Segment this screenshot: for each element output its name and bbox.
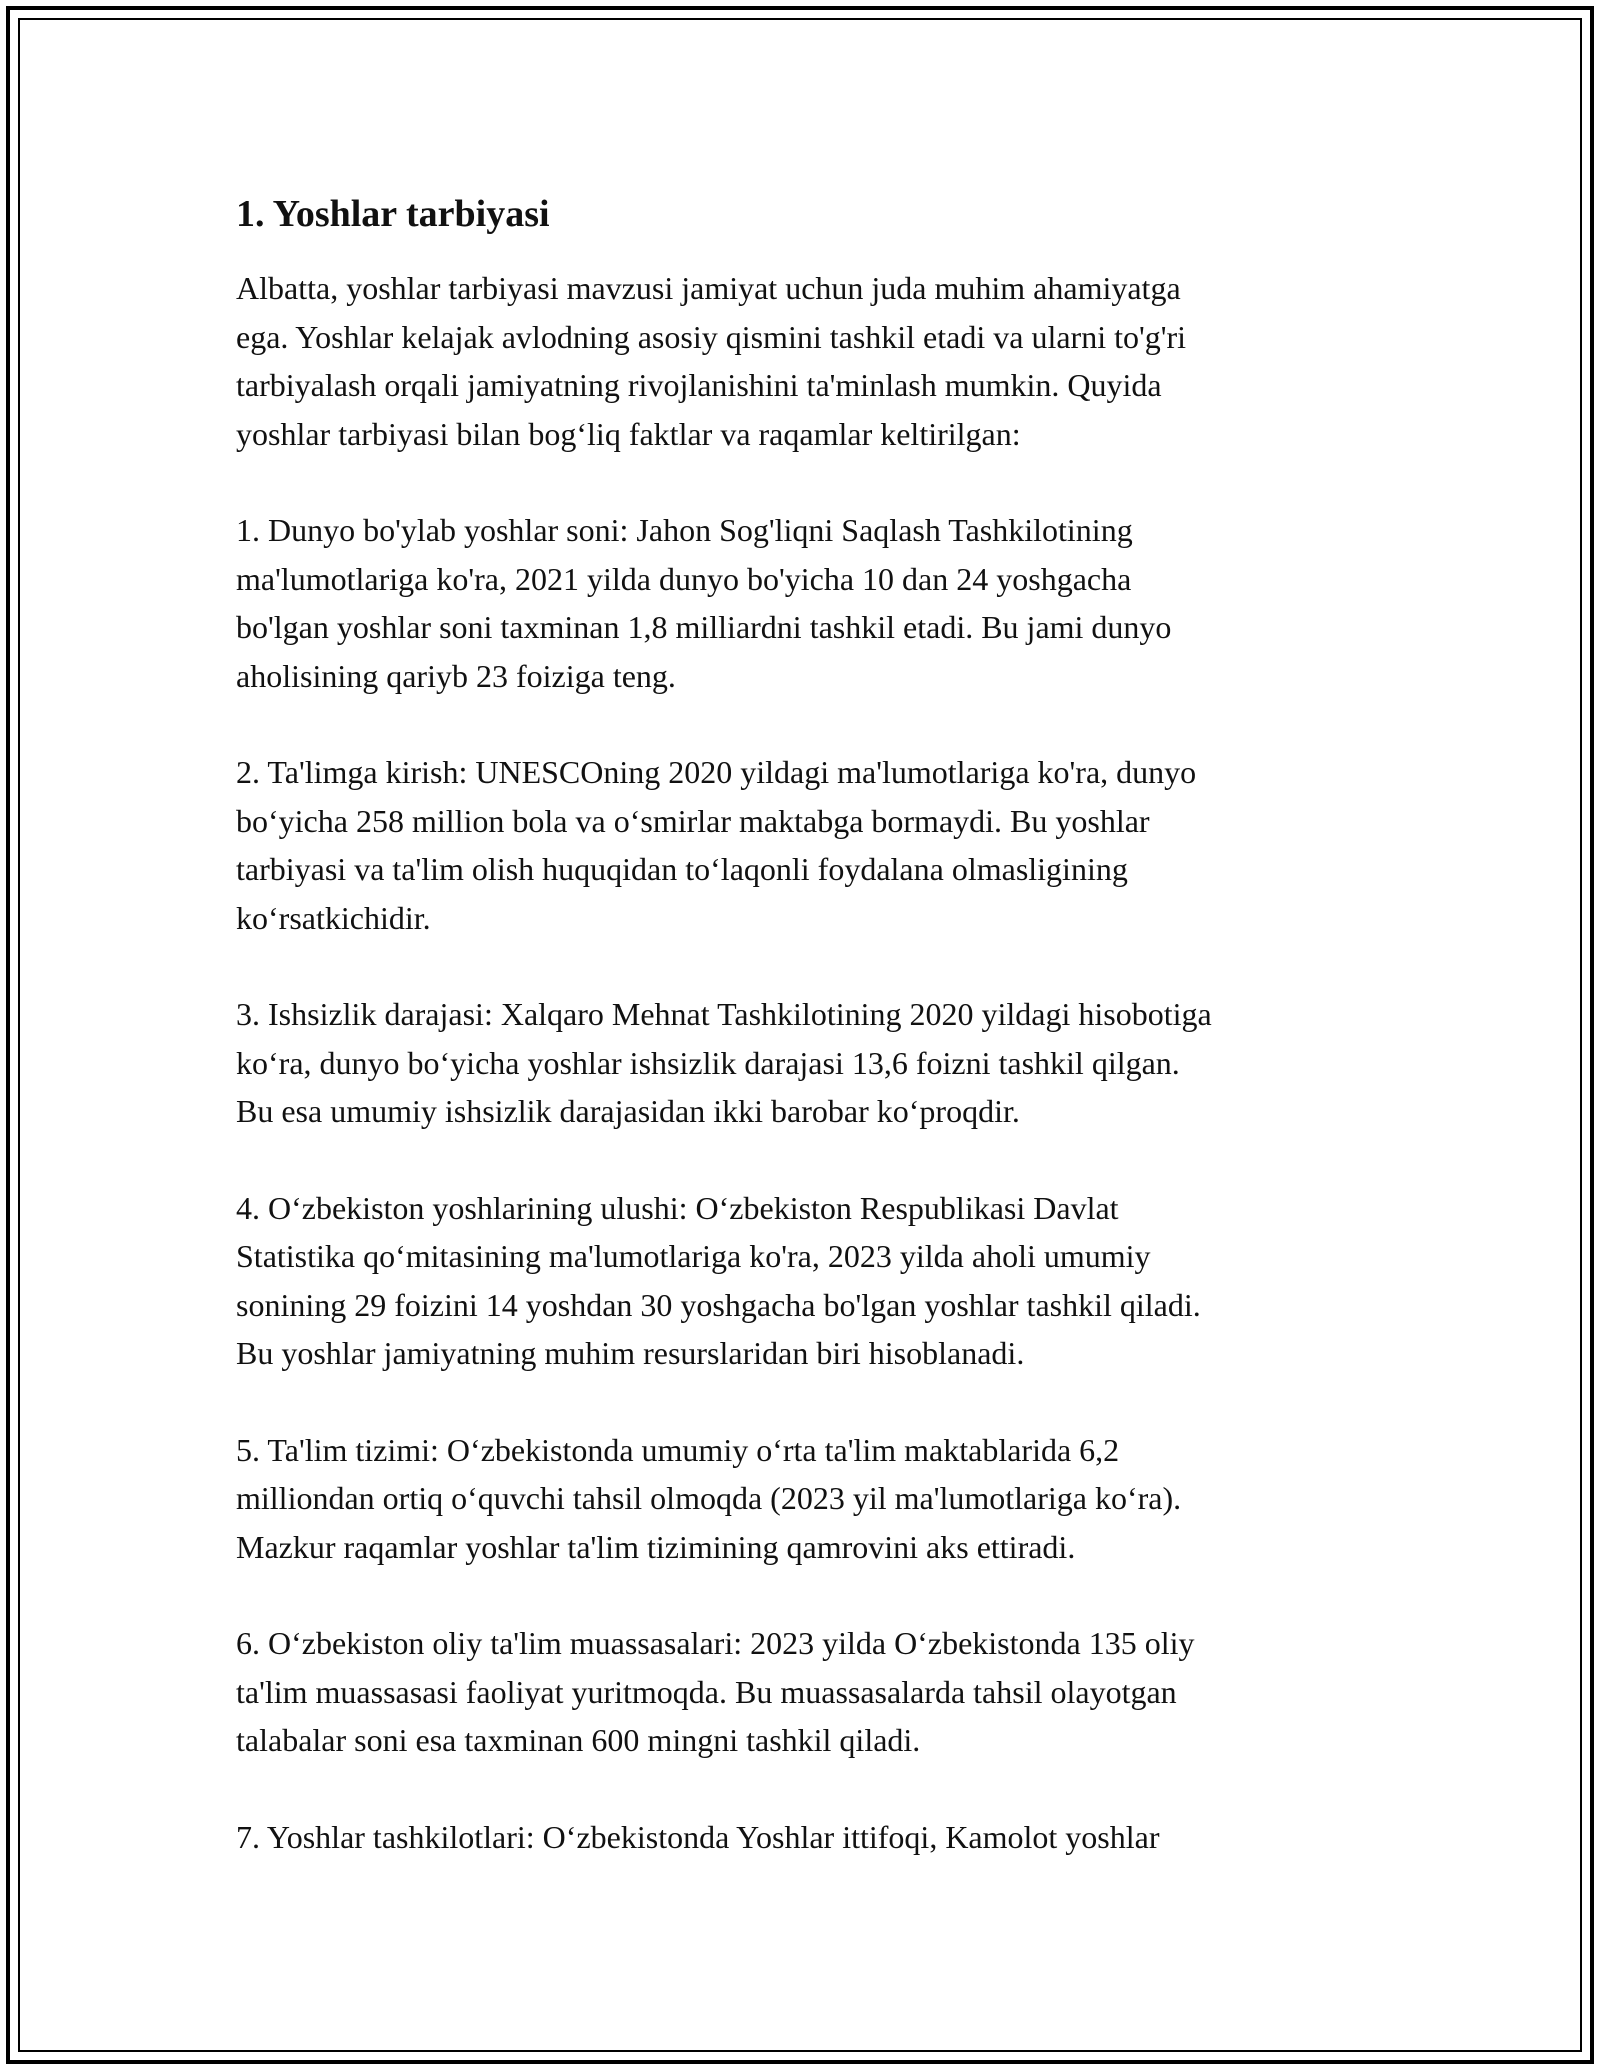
- paragraph-line: aholisining qariyb 23 foiziga teng.: [236, 657, 676, 694]
- document-body: [236, 188, 1366, 1909]
- paragraph-line: 2. Ta'limga kirish: UNESCOning 2020 yildagi ma'lumotlariga ko'ra, dunyo: [236, 754, 1197, 790]
- paragraph-line: Bu yoshlar jamiyatning muhim resurslaridan biri hisoblanadi.: [236, 1335, 1025, 1371]
- fact-paragraph-7: [236, 1813, 1366, 1862]
- paragraph-line: Albatta, yoshlar tarbiyasi mavzusi jamiyat uchun juda muhim ahamiyatga: [236, 270, 1181, 306]
- fact-paragraph-1: [236, 506, 1366, 700]
- paragraph-line: 7. Yoshlar tashkilotlari: O‘zbekistonda Yoshlar ittifoqi, Kamolot yoshlar: [236, 1818, 1160, 1855]
- paragraph-line: tarbiyasi va ta'lim olish huquqidan to‘laqonli foydalana olmasligining: [236, 851, 1128, 887]
- paragraph-line: ega. Yoshlar kelajak avlodning asosiy qismini tashkil etadi va ularni to'g'ri: [236, 318, 1187, 355]
- paragraph-line: 3. Ishsizlik darajasi: Xalqaro Mehnat Tashkilotining 2020 yildagi hisobotiga: [236, 996, 1212, 1032]
- paragraph-line: tarbiyalash orqali jamiyatning rivojlanishini ta'minlash mumkin. Quyida: [236, 367, 1162, 403]
- fact-paragraph-4: [236, 1184, 1366, 1378]
- intro-paragraph: [236, 264, 1366, 458]
- fact-paragraph-5: [236, 1426, 1366, 1572]
- section-heading: 1. Yoshlar tarbiyasi: [236, 193, 550, 235]
- paragraph-line: milliondan ortiq o‘quvchi tahsil olmoqda (2023 yil ma'lumotlariga ko‘ra).: [236, 1480, 1182, 1516]
- paragraph-line: 1. Dunyo bo'ylab yoshlar soni: Jahon Sog'liqni Saqlash Tashkilotining: [236, 512, 1133, 548]
- paragraph-line: ta'lim muassasasi faoliyat yuritmoqda. Bu muassasalarda tahsil olayotgan: [236, 1673, 1177, 1710]
- paragraph-line: ko‘rsatkichidir.: [236, 899, 431, 936]
- paragraph-line: 5. Ta'lim tizimi: O‘zbekistonda umumiy o‘rta ta'lim maktablarida 6,2: [236, 1431, 1120, 1468]
- fact-paragraph-6: [236, 1619, 1366, 1765]
- paragraph-line: ko‘ra, dunyo bo‘yicha yoshlar ishsizlik darajasi 13,6 foizni tashkil qilgan.: [236, 1044, 1180, 1081]
- fact-paragraph-3: [236, 990, 1366, 1136]
- paragraph-line: bo‘yicha 258 million bola va o‘smirlar maktabga bormaydi. Bu yoshlar: [236, 802, 1150, 839]
- paragraph-line: bo'lgan yoshlar soni taxminan 1,8 milliardni tashkil etadi. Bu jami dunyo: [236, 609, 1172, 645]
- paragraph-line: Statistika qo‘mitasining ma'lumotlariga ko'ra, 2023 yilda aholi umumiy: [236, 1238, 1151, 1274]
- paragraph-line: ma'lumotlariga ko'ra, 2021 yilda dunyo bo'yicha 10 dan 24 yoshgacha: [236, 560, 1132, 597]
- paragraph-line: yoshlar tarbiyasi bilan bog‘liq faktlar va raqamlar keltirilgan:: [236, 415, 1021, 452]
- paragraph-line: sonining 29 foizini 14 yoshdan 30 yoshgacha bo'lgan yoshlar tashkil qiladi.: [236, 1286, 1201, 1323]
- paragraph-line: Mazkur raqamlar yoshlar ta'lim tizimining qamrovini aks ettiradi.: [236, 1528, 1076, 1565]
- paragraph-line: talabalar soni esa taxminan 600 mingni tashkil qiladi.: [236, 1722, 921, 1758]
- paragraph-line: Bu esa umumiy ishsizlik darajasidan ikki barobar ko‘proqdir.: [236, 1093, 1020, 1129]
- fact-paragraph-2: [236, 748, 1366, 942]
- paragraph-line: 6. O‘zbekiston oliy ta'lim muassasalari: 2023 yilda O‘zbekistonda 135 oliy: [236, 1625, 1195, 1661]
- paragraph-line: 4. O‘zbekiston yoshlarining ulushi: O‘zbekiston Respublikasi Davlat: [236, 1189, 1119, 1226]
